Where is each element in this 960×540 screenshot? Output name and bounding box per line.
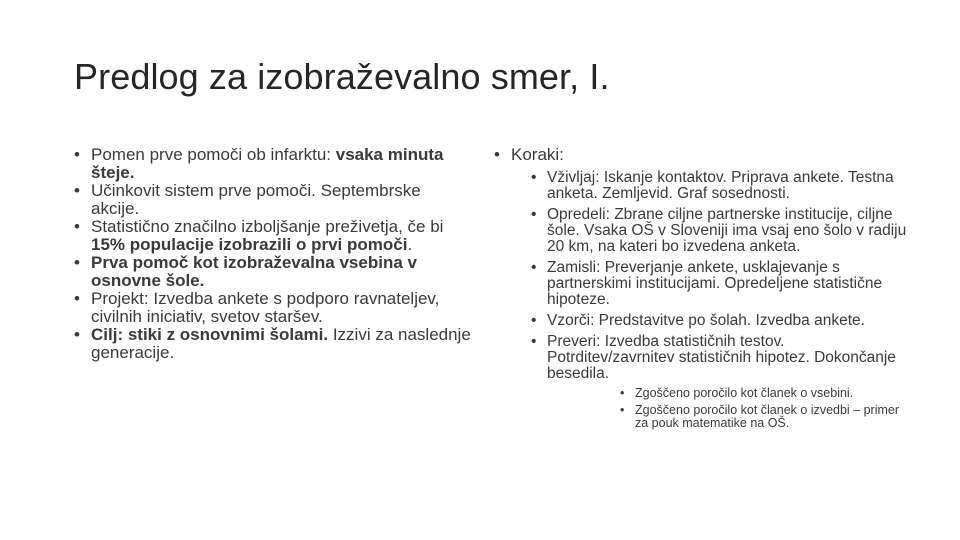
sub-step-item: • Zgoščeno poročilo kot članek o vsebini. — [547, 387, 912, 400]
list-item: • Pomen prve pomoči ob infarktu: vsaka minuta šteje. — [72, 146, 472, 182]
sub-step-item: • Zgoščeno poročilo kot članek o izvedbi – primer za pouk matematike na OŠ. — [547, 404, 912, 430]
steps-list — [511, 170, 912, 430]
sub-steps-list — [547, 387, 912, 430]
step-item: • Zamisli: Preverjanje ankete, usklajevanje s partnerskimi institucijami. Opredeljene statistične hipoteze. — [511, 260, 912, 308]
step-item: • Vživljaj: Iskanje kontaktov. Priprava ankete. Testna anketa. Zemljevid. Graf sosednosti. — [511, 170, 912, 202]
list-item: • Učinkovit sistem prve pomoči. Septembrske akcije. — [72, 182, 472, 218]
right-bullet-list — [492, 146, 912, 430]
left-bullet-list — [72, 146, 472, 362]
left-column — [72, 146, 472, 362]
list-item-koraki — [492, 146, 912, 430]
slide-title: Predlog za izobraževalno smer, I. — [74, 56, 610, 97]
list-item: • Projekt: Izvedba ankete s podporo ravnateljev, civilnih iniciativ, svetov staršev. — [72, 290, 472, 326]
list-item: • Statistično značilno izboljšanje preživetja, če bi 15% populacije izobrazili o prvi pomoči. — [72, 218, 472, 254]
step-item: • Opredeli: Zbrane ciljne partnerske institucije, ciljne šole. Vsaka OŠ v Sloveniji ima vsaj eno šolo v radiju 20 km, na kateri bo izvedena anketa. — [511, 207, 912, 255]
list-item: • Prva pomoč kot izobraževalna vsebina v osnovne šole. — [72, 254, 472, 290]
list-item: • Cilj: stiki z osnovnimi šolami. Izzivi za naslednje generacije. — [72, 326, 472, 362]
right-column — [492, 146, 912, 435]
koraki-heading: Koraki: — [511, 145, 564, 164]
step-item: • Preveri: Izvedba statističnih testov. Potrditev/zavrnitev statističnih hipotez. Dokončanje besedila. • Zgoščeno poročilo kot članek o vsebini. • Zgoščeno poročilo kot članek o izvedbi – primer za pouk matematike na OŠ. — [511, 334, 912, 430]
step-item: • Vzorči: Predstavitve po šolah. Izvedba ankete. — [511, 313, 912, 329]
